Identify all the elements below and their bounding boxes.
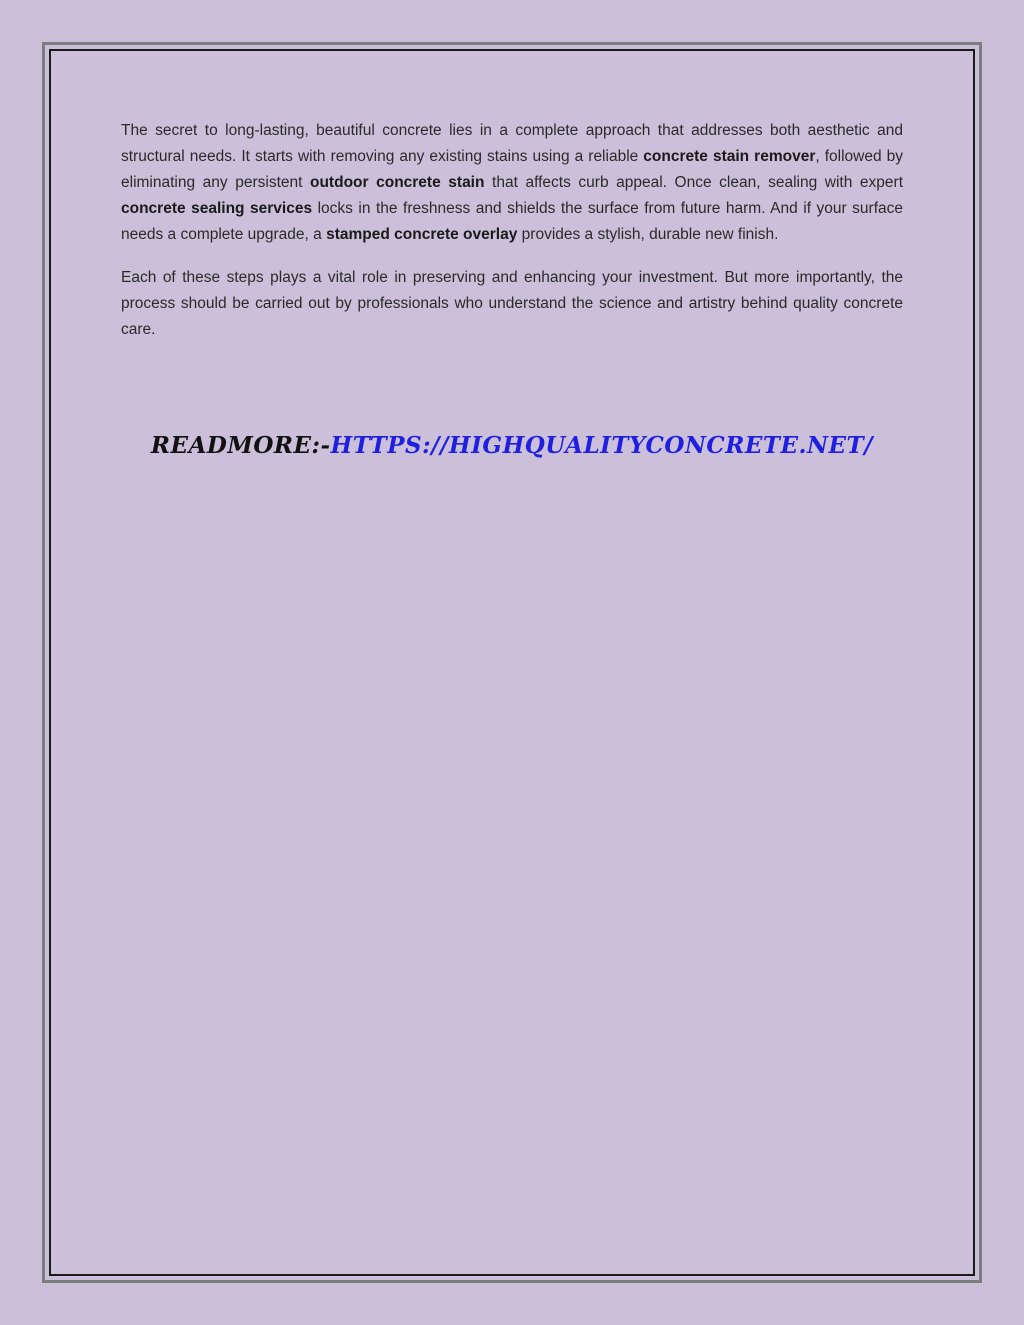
paragraph-intro-text-2: , followed by eliminating any persistent — [121, 148, 903, 191]
article-body — [121, 118, 903, 360]
readmore-label: READMORE:- — [150, 432, 331, 459]
keyword-outdoor-concrete-stain: outdoor concrete stain — [310, 174, 485, 191]
paragraph-intro-text-5: provides a stylish, durable new finish. — [517, 226, 779, 243]
keyword-stamped-concrete-overlay: stamped concrete overlay — [326, 226, 518, 243]
paragraph-intro-text-3: that affects curb appeal. Once clean, sealing with expert — [484, 174, 903, 191]
keyword-concrete-stain-remover: concrete stain remover — [643, 148, 816, 165]
readmore-line — [0, 432, 1024, 459]
paragraph-conclusion: Each of these steps plays a vital role in preserving and enhancing your investment. But more importantly, the process should be carried out by professionals who understand the science and artistry behind quality concrete care. — [121, 269, 903, 338]
paragraph-intro-text-1: The secret to long-lasting, beautiful concrete lies in a complete approach that addresses both aesthetic and structural needs. It starts with removing any existing stains using a reliable — [121, 122, 903, 165]
keyword-concrete-sealing-services: concrete sealing services — [121, 200, 313, 217]
paragraph-intro-text-4: locks in the freshness and shields the surface from future harm. And if your surface needs a complete upgrade, a — [121, 200, 903, 243]
readmore-link[interactable]: HTTPS://HIGHQUALITYCONCRETE.NET/ — [330, 432, 874, 459]
paragraph-intro — [121, 118, 903, 248]
